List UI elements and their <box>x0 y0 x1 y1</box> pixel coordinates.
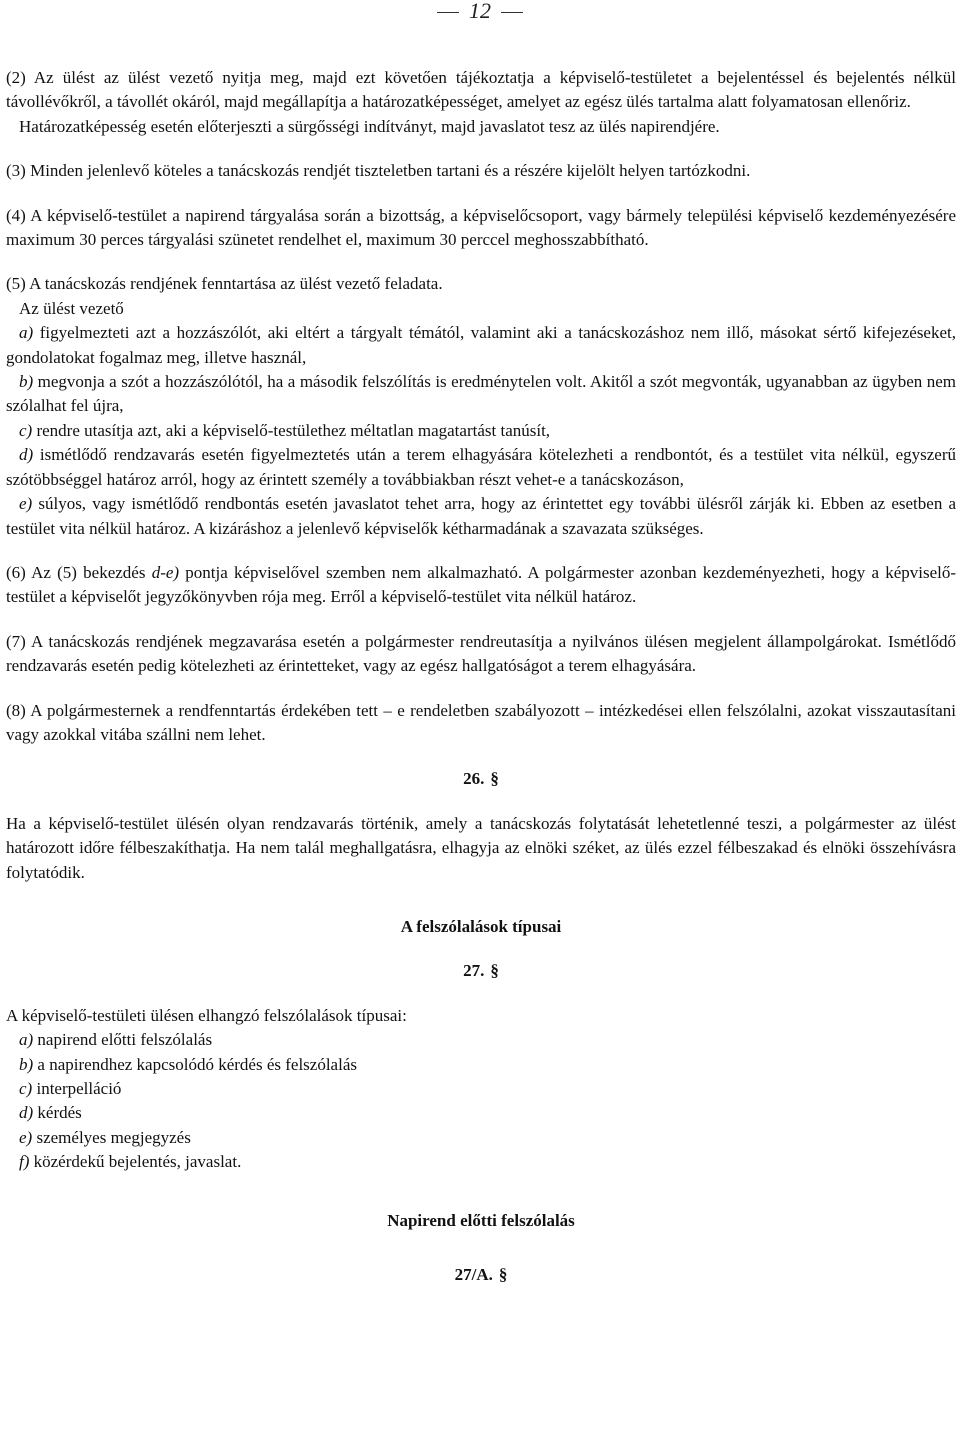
paragraph-5-intro: (5) A tanácskozás rendjének fenntartása az ülést vezető feladata. <box>6 274 443 294</box>
paragraph-6-mark: d-e) <box>151 562 180 582</box>
section-sign-icon: § <box>490 769 499 789</box>
page-number-dash-right <box>501 12 523 13</box>
paragraph-4: (4) A képviselő-testület a napirend tárgyalása során a bizottság, a képviselőcsoport, vagy bármely települési képviselő kezdeményezésére maximum 30 perces tárgyalási szünetet rendelhet el, maximum 30 perccel meghosszabbítható. <box>6 205 956 250</box>
list-item <box>6 1077 956 1101</box>
list-item <box>6 1126 956 1150</box>
section-27a-number: 27/A. <box>454 1265 493 1285</box>
section-26-number: 26. <box>463 769 485 789</box>
page-number <box>0 0 960 22</box>
section-27-heading <box>6 959 956 983</box>
list-item-text: személyes megjegyzés <box>32 1127 191 1147</box>
section-sign-icon: § <box>498 1265 508 1285</box>
item-d-text: ismétlődő rendzavarás esetén figyelmeztetés után a terem elhagyására kötelezheti a rendbontót, és a testület vita nélkül, egyszerű szótöbbséggel határoz arról, hogy az érintett személy a továbbiakban részt vehet-e a tanácskozáson, <box>6 445 956 489</box>
list-item-mark: c) <box>19 1079 33 1098</box>
item-e-text: súlyos, vagy ismétlődő rendbontás esetén javaslatot tehet arra, hogy az érintettet egy további ülésről zárják ki. Ebben az esetben a testület vita nélkül határoz. A kizáráshoz a jelenlevő képviselők kétharmadának a szavazata szükséges. <box>6 494 956 538</box>
item-a-text: figyelmezteti azt a hozzászólót, aki eltért a tárgyalt témától, valamint aki a tanácskozáshoz nem illő, másokat sértő kifejezéseket, gondolatokat fogalmaz meg, illetve használ, <box>6 323 956 367</box>
item-e-mark: e) <box>19 494 33 514</box>
paragraph-5-item-e <box>6 492 956 541</box>
item-b-mark: b) <box>19 372 34 392</box>
item-d-mark: d) <box>19 445 34 465</box>
paragraph-5-item-d <box>6 443 956 492</box>
list-item <box>6 1028 956 1052</box>
section-27-number: 27. <box>463 961 485 981</box>
title-speech-types: A felszólalások típusai <box>400 916 562 936</box>
list-item-text: közérdekű bejelentés, javaslat. <box>29 1152 242 1172</box>
section-26-heading <box>6 767 956 791</box>
item-c-mark: c) <box>19 420 33 440</box>
list-item-text: kérdés <box>33 1103 82 1123</box>
paragraph-5-item-c <box>6 419 956 443</box>
speech-types-intro: A képviselő-testületi ülésen elhangzó felszólalások típusai: <box>6 1005 407 1025</box>
item-c-text: rendre utasítja azt, aki a képviselő-testülethez méltatlan magatartást tanúsít, <box>32 420 551 440</box>
list-item-mark: b) <box>19 1054 34 1074</box>
list-item <box>6 1150 956 1174</box>
title-pre-agenda: Napirend előtti felszólalás <box>387 1210 575 1230</box>
section-sign-icon: § <box>490 961 499 981</box>
list-item-text: interpelláció <box>32 1079 122 1098</box>
paragraph-2-part-1: (2) Az ülést az ülést vezető nyitja meg, majd ezt követően tájékoztatja a képviselő-testületet a bejelentéssel és bejelentés nélkül távollévőkről, a távollét okáról, majd megállapítja a határozatképességet, amelyet az egész ülés tartalma alatt folyamatosan ellenőriz. <box>6 68 956 112</box>
section-27a-heading <box>6 1263 956 1287</box>
item-b-text: megvonja a szót a hozzászólótól, ha a második felszólítás is eredménytelen volt. Akitől a szót megvonták, ugyanabban az ügyben nem szólalhat fel újra, <box>6 372 956 416</box>
paragraph-8: (8) A polgármesternek a rendfenntartás érdekében tett – e rendeletben szabályozott – intézkedései ellen felszólalni, azokat visszautasítani vagy azokkal vitába szállni nem lehet. <box>6 700 956 744</box>
item-a-mark: a) <box>19 323 34 343</box>
list-item-text: napirend előtti felszólalás <box>33 1030 213 1050</box>
page-number-dash-left <box>437 12 459 13</box>
paragraph-6-pre: (6) Az (5) bekezdés <box>6 562 152 582</box>
list-item-mark: e) <box>19 1127 33 1147</box>
speech-types-list <box>6 1004 956 1175</box>
paragraph-7: (7) A tanácskozás rendjének megzavarása esetén a polgármester rendreutasítja a nyilvános ülésen megjelent állampolgárokat. Ismétlődő rendzavarás esetén pedig kötelezheti az érintetteket, vagy az egész hallgatóságot a terem elhagyására. <box>6 631 956 676</box>
list-item-mark: a) <box>19 1030 34 1050</box>
paragraph-5-lead: Az ülést vezető <box>19 298 124 318</box>
list-item-mark: d) <box>19 1103 34 1123</box>
list-item-text: a napirendhez kapcsolódó kérdés és felszólalás <box>33 1054 357 1074</box>
paragraph-5-item-a <box>6 321 956 370</box>
paragraph-5-item-b <box>6 370 956 419</box>
page-number-text: 12 <box>469 0 491 23</box>
paragraph-6-post: pontja képviselővel szemben nem alkalmazható. A polgármester azonban kezdeményezheti, hogy a képviselő-testület a képviselőt jegyzőkönyvben rója meg. Erről a képviselő-testület vita nélkül határoz. <box>6 562 957 607</box>
paragraph-6 <box>6 561 956 610</box>
paragraph-2-part-2: Határozatképesség esetén előterjeszti a sürgősségi indítványt, majd javaslatot tesz az ülés napirendjére. <box>19 116 720 136</box>
list-item <box>6 1101 956 1125</box>
paragraph-26: Ha a képviselő-testület ülésén olyan rendzavarás történik, amely a tanácskozás folytatását lehetetlenné teszi, a polgármester az ülést határozott időre félbeszakíthatja. Ha nem talál meghallgatásra, elhagyja az elnöki széket, az ülés ezzel félbeszakad és elnöki összehívásra folytatódik. <box>6 813 956 882</box>
document-body <box>6 66 956 1287</box>
list-item <box>6 1053 956 1077</box>
list-item-mark: f) <box>19 1152 30 1172</box>
paragraph-3: (3) Minden jelenlevő köteles a tanácskozás rendjét tiszteletben tartani és a részére kijelölt helyen tartózkodni. <box>6 161 751 181</box>
